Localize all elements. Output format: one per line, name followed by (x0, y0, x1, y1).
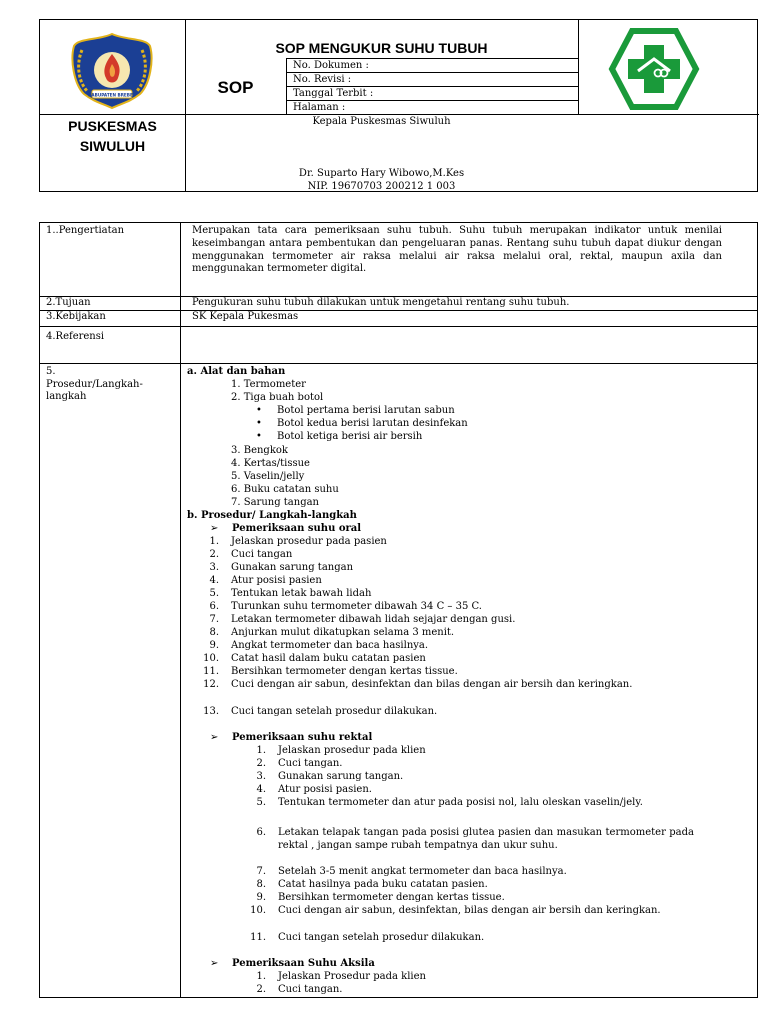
step-number: 9. (209, 640, 219, 651)
rektal-step: Cuci tangan. (278, 758, 343, 769)
aksila-step: Cuci tangan. (278, 984, 343, 995)
step-number: 8. (209, 627, 219, 638)
document-title: SOP MENGUKUR SUHU TUBUH (275, 40, 488, 56)
label-line: 5. (46, 366, 56, 377)
label-line: langkah (46, 391, 87, 402)
tool-item: 6. Buku catatan suhu (231, 484, 339, 495)
row-label-referensi: 4.Referensi (46, 331, 105, 342)
oral-step: Atur posisi pasien (231, 575, 322, 586)
rektal-step: Setelah 3-5 menit angkat termometer dan baca hasilnya. (278, 866, 567, 877)
row-label-prosedur (46, 366, 176, 404)
oral-step: Gunakan sarung tangan (231, 562, 354, 573)
row-label-kebijakan: 3.Kebijakan (46, 311, 106, 322)
step-number: 11. (203, 666, 219, 677)
step-number: 10. (250, 905, 266, 916)
oral-step: Letakan termometer dibawah lidah sejajar dengan gusi. (231, 614, 516, 625)
meta-revision-number: No. Revisi : (293, 74, 352, 85)
meta-page: Halaman : (293, 102, 346, 113)
step-number: 7. (256, 866, 266, 877)
meta-document-number: No. Dokumen : (293, 60, 369, 71)
bullet-icon: • (256, 418, 262, 429)
step-number: 6. (209, 601, 219, 612)
rektal-subtitle: Pemeriksaan suhu rektal (232, 732, 373, 743)
step-number: 1. (209, 536, 219, 547)
step-number: 2. (209, 549, 219, 560)
organization-name (40, 116, 185, 156)
bullet-icon: • (256, 431, 262, 442)
step-number: 11. (250, 932, 266, 943)
step-number: 2. (256, 984, 266, 995)
divider (578, 20, 579, 115)
bottle-item: Botol ketiga berisi air bersih (277, 431, 423, 442)
step-number: 1. (256, 745, 266, 756)
step-number: 13. (203, 706, 219, 717)
kebijakan-text: SK Kepala Pukesmas (192, 311, 299, 322)
bullet-icon: • (256, 405, 262, 416)
sop-header-table (39, 19, 758, 192)
step-number: 3. (209, 562, 219, 573)
signer-name: Dr. Suparto Hary Wibowo,M.Kes (298, 168, 465, 179)
rektal-step: Atur posisi pasien. (278, 784, 372, 795)
section-b-title: b. Prosedur/ Langkah-langkah (187, 510, 357, 521)
step-number: 5. (256, 797, 266, 808)
tool-item: 3. Bengkok (231, 445, 288, 456)
rektal-step: Catat hasilnya pada buku catatan pasien. (278, 879, 488, 890)
aksila-step: Jelaskan Prosedur pada klien (278, 971, 426, 982)
step-number: 6. (256, 827, 266, 838)
signer-role: Kepala Puskesmas Siwuluh (312, 116, 451, 127)
arrow-bullet-icon: ➢ (210, 732, 219, 743)
oral-step: Jelaskan prosedur pada pasien (231, 536, 387, 547)
step-number: 4. (209, 575, 219, 586)
rektal-step: Jelaskan prosedur pada klien (278, 745, 426, 756)
arrow-bullet-icon: ➢ (210, 958, 219, 969)
step-number: 12. (203, 679, 219, 690)
tujuan-text: Pengukuran suhu tubuh dilakukan untuk mengetahui rentang suhu tubuh. (192, 297, 570, 308)
step-number: 2. (256, 758, 266, 769)
sop-content-table (39, 222, 758, 998)
oral-step: Anjurkan mulut dikatupkan selama 3 menit. (231, 627, 455, 638)
oral-step: Cuci tangan (231, 549, 293, 560)
oral-step: Bersihkan termometer dengan kertas tissue. (231, 666, 458, 677)
step-number: 10. (203, 653, 219, 664)
regency-emblem-icon (62, 30, 162, 110)
oral-step: Cuci tangan setelah prosedur dilakukan. (231, 706, 438, 717)
emblem-text: KABUPATEN BREBES (88, 92, 136, 98)
step-number: 5. (209, 588, 219, 599)
sop-label: SOP (217, 78, 254, 97)
tool-item: 7. Sarung tangan (231, 497, 319, 508)
divider (180, 223, 181, 997)
org-name-line: PUSKESMAS (68, 118, 157, 134)
label-line: Prosedur/Langkah- (46, 378, 143, 390)
rektal-step: Letakan telapak tangan pada posisi glutea pasien dan masukan termometer pada rektal , jangan sampe rubah tempatnya dan ukur suhu. (278, 827, 694, 851)
step-number: 7. (209, 614, 219, 625)
divider (40, 363, 757, 364)
tool-item: 4. Kertas/tissue (231, 458, 310, 469)
org-name-line: SIWULUH (79, 138, 146, 154)
bottle-item: Botol kedua berisi larutan desinfekan (277, 418, 468, 429)
meta-issue-date: Tanggal Terbit : (293, 88, 374, 99)
step-number: 1. (256, 971, 266, 982)
step-number: 4. (256, 784, 266, 795)
arrow-bullet-icon: ➢ (210, 523, 219, 534)
divider (40, 326, 757, 327)
oral-step: Angkat termometer dan baca hasilnya. (231, 640, 429, 651)
rektal-step: Cuci dengan air sabun, desinfektan, bilas dengan air bersih dan keringkan. (278, 905, 661, 916)
puskesmas-logo-icon (608, 27, 700, 111)
signer-nip: NIP. 19670703 200212 1 003 (307, 181, 456, 192)
bottle-item: Botol pertama berisi larutan sabun (277, 405, 455, 416)
oral-subtitle: Pemeriksaan suhu oral (232, 523, 362, 534)
step-number: 3. (256, 771, 266, 782)
tool-item: 1. Termometer (231, 379, 306, 390)
row-label-tujuan: 2.Tujuan (46, 297, 91, 308)
oral-step: Turunkan suhu termometer dibawah 34 C – 35 C. (231, 601, 482, 612)
tool-item: 5. Vaselin/jelly (231, 471, 305, 482)
tool-item: 2. Tiga buah botol (231, 392, 324, 403)
rektal-step: Bersihkan termometer dengan kertas tissue. (278, 892, 505, 903)
step-number: 8. (256, 879, 266, 890)
step-number: 9. (256, 892, 266, 903)
oral-step: Cuci dengan air sabun, desinfektan dan bilas dengan air bersih dan keringkan. (231, 679, 633, 690)
aksila-subtitle: Pemeriksaan Suhu Aksila (232, 958, 375, 969)
rektal-step: Cuci tangan setelah prosedur dilakukan. (278, 932, 485, 943)
rektal-step: Gunakan sarung tangan. (278, 771, 404, 782)
rektal-step: Tentukan termometer dan atur pada posisi nol, lalu oleskan vaselin/jely. (278, 797, 643, 808)
pengertian-text: Merupakan tata cara pemeriksaan suhu tubuh. Suhu tubuh merupakan indikator untuk menilai keseimbangan antara pembentukan dan pengeluaran panas. Rentang suhu tubuh dapat diukur dengan menggunakan termometer air raksa melalui air raksa melalui oral, rektal, maupun axila dan menggunakan termometer digital. (192, 225, 722, 275)
oral-step: Catat hasil dalam buku catatan pasien (231, 653, 426, 664)
row-label-pengertian: 1..Pengertiatan (46, 225, 125, 236)
section-a-title: a. Alat dan bahan (187, 366, 286, 377)
oral-step: Tentukan letak bawah lidah (231, 588, 372, 599)
